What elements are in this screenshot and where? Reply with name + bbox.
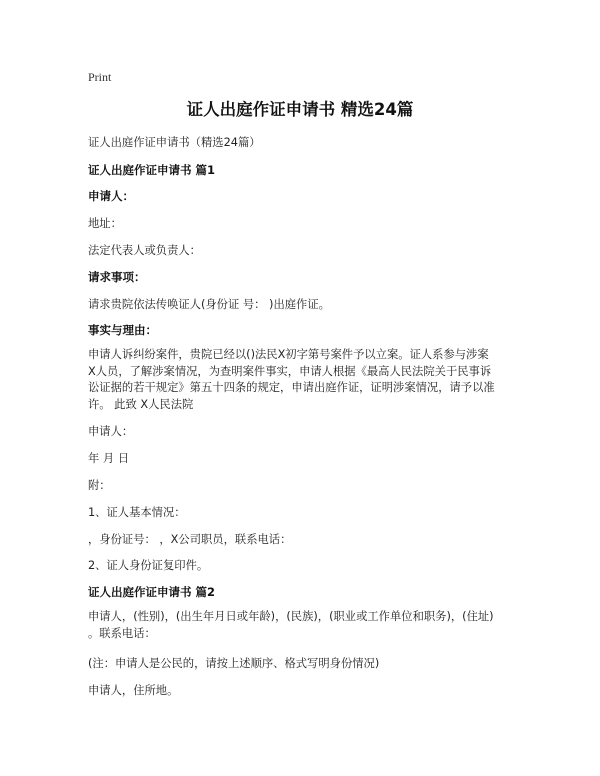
date-line: 年 月 日: [88, 452, 130, 465]
document-subtitle: 证人出庭作证申请书（精选24篇）: [88, 136, 261, 149]
id-line: ，身份证号： ，X公司职员，联系电话：: [88, 533, 292, 546]
section-2-line: 。联系电话：: [88, 626, 156, 640]
section-2-paragraph: [88, 609, 508, 642]
attachment-label: 附：: [88, 479, 111, 492]
attachment-item-1: 1、证人基本情况：: [88, 506, 186, 519]
facts-heading: 事实与理由：: [88, 323, 157, 337]
request-text: 请求贵院依法传唤证人(身份证 号： )出庭作证。: [88, 298, 330, 311]
request-heading: 请求事项：: [88, 270, 146, 284]
legal-rep-label: 法定代表人或负责人：: [88, 244, 201, 257]
facts-line: 讼证据的若干规定》第五十四条的规定，申请出庭作证，证明涉案情况，请予以准: [88, 381, 495, 394]
facts-line: 申请人诉纠纷案件，贵院已经以()法民X初字第号案件予以立案。证人系参与涉案: [88, 348, 489, 361]
address-label: 地址：: [88, 217, 122, 230]
facts-line: X人员，了解涉案情况，为查明案件事实，申请人根据《最高人民法院关于民事诉: [88, 364, 492, 378]
section-2-line: 申请人，(性别)，(出生年月日或年龄)，(民族)，(职业或工作单位和职务)，(住址): [88, 610, 494, 623]
print-label[interactable]: Print: [88, 70, 112, 84]
facts-line: 许。 此致 X人民法院: [88, 397, 194, 411]
attachment-item-2: 2、证人身份证复印件。: [88, 559, 209, 572]
applicant-heading: 申请人：: [88, 189, 134, 203]
facts-paragraph: [88, 347, 508, 413]
last-line: 申请人，住所地。: [88, 684, 179, 697]
note-line: (注：申请人是公民的，请按上述顺序、格式写明身份情况): [88, 657, 380, 670]
section-1-heading: 证人出庭作证申请书 篇1: [88, 163, 216, 177]
applicant-signature-label: 申请人：: [88, 425, 134, 438]
section-2-heading: 证人出庭作证申请书 篇2: [88, 585, 216, 599]
document-title: 证人出庭作证申请书 精选24篇: [186, 100, 414, 119]
